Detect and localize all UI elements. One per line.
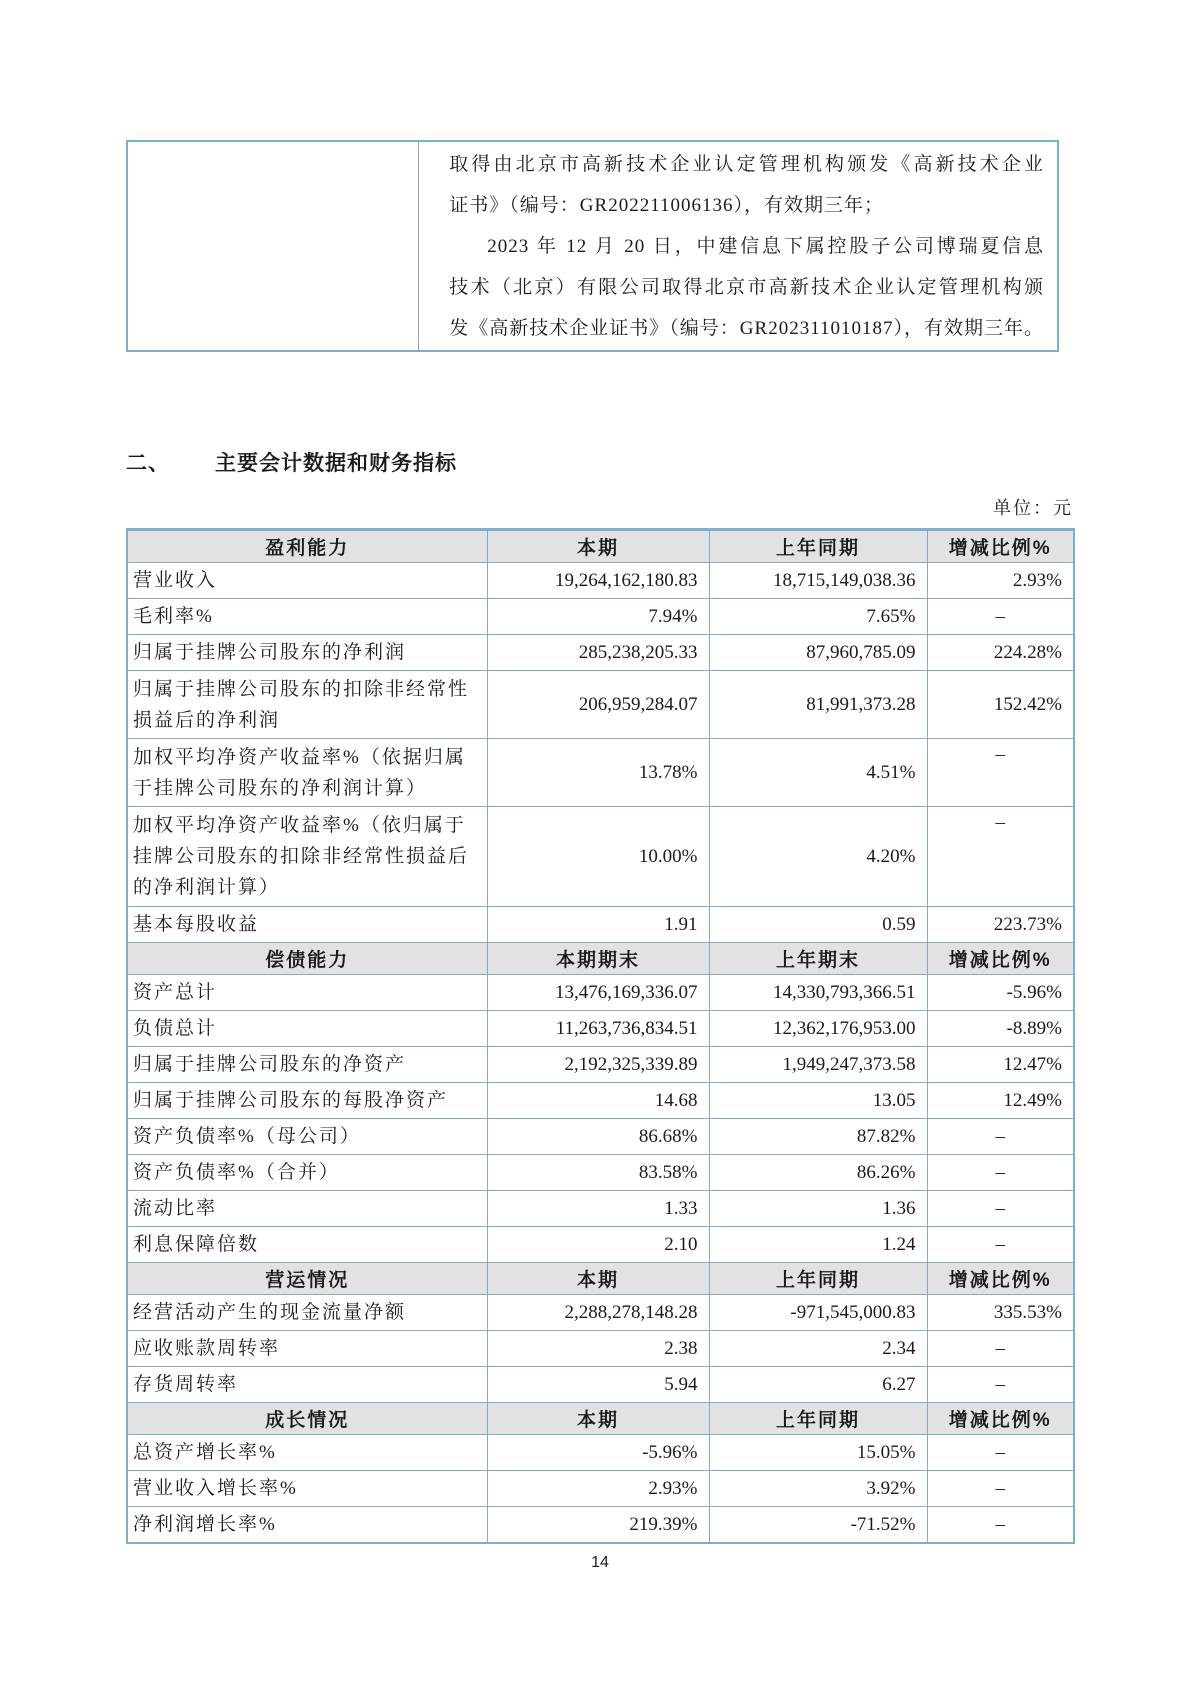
prior-value: 18,715,149,038.36 <box>709 563 927 599</box>
current-value: 10.00% <box>487 807 709 907</box>
change-value: 12.49% <box>927 1083 1074 1119</box>
prior-value: 7.65% <box>709 599 927 635</box>
table-row <box>127 907 1074 943</box>
metric-label: 归属于挂牌公司股东的每股净资产 <box>127 1083 487 1119</box>
section-header-cell: 偿债能力 <box>127 943 487 975</box>
change-value: – <box>927 807 1074 907</box>
prior-value: 14,330,793,366.51 <box>709 975 927 1011</box>
change-value: – <box>927 1119 1074 1155</box>
current-value: 86.68% <box>487 1119 709 1155</box>
metric-label: 归属于挂牌公司股东的净资产 <box>127 1047 487 1083</box>
current-value: 11,263,736,834.51 <box>487 1011 709 1047</box>
current-value: 83.58% <box>487 1155 709 1191</box>
prior-value: 2.34 <box>709 1331 927 1367</box>
current-value: 19,264,162,180.83 <box>487 563 709 599</box>
current-value: 13,476,169,336.07 <box>487 975 709 1011</box>
table-row <box>127 1119 1074 1155</box>
prior-value: 4.20% <box>709 807 927 907</box>
table-row <box>127 1507 1074 1544</box>
section-header-cell: 上年同期 <box>709 1263 927 1295</box>
current-value: 2.38 <box>487 1331 709 1367</box>
table-row <box>127 1471 1074 1507</box>
change-value: 152.42% <box>927 671 1074 739</box>
prior-value: 12,362,176,953.00 <box>709 1011 927 1047</box>
metric-label: 利息保障倍数 <box>127 1227 487 1263</box>
section-header-cell: 增减比例% <box>927 943 1074 975</box>
table-row <box>127 975 1074 1011</box>
metric-label: 总资产增长率% <box>127 1435 487 1471</box>
prior-value: 87,960,785.09 <box>709 635 927 671</box>
table-row <box>127 599 1074 635</box>
section-header-cell: 成长情况 <box>127 1403 487 1435</box>
table-row <box>127 1227 1074 1263</box>
change-value: – <box>927 1367 1074 1403</box>
section-header-cell: 本期 <box>487 1403 709 1435</box>
table-row <box>127 563 1074 599</box>
prior-value: 86.26% <box>709 1155 927 1191</box>
financial-indicators-table <box>126 528 1075 1544</box>
metric-label: 归属于挂牌公司股东的扣除非经常性损益后的净利润 <box>127 671 487 739</box>
current-value: 14.68 <box>487 1083 709 1119</box>
change-value: – <box>927 599 1074 635</box>
table-row <box>127 807 1074 907</box>
prior-value: -71.52% <box>709 1507 927 1544</box>
metric-label: 归属于挂牌公司股东的净利润 <box>127 635 487 671</box>
change-value: -5.96% <box>927 975 1074 1011</box>
metric-label: 资产总计 <box>127 975 487 1011</box>
metric-label: 加权平均净资产收益率%（依据归属于挂牌公司股东的净利润计算） <box>127 739 487 807</box>
current-value: 1.91 <box>487 907 709 943</box>
table-row <box>127 1295 1074 1331</box>
prior-value: 6.27 <box>709 1367 927 1403</box>
current-value: 13.78% <box>487 739 709 807</box>
change-value: 224.28% <box>927 635 1074 671</box>
section-numeral: 二、 <box>126 452 170 475</box>
prior-value: 15.05% <box>709 1435 927 1471</box>
current-value: 206,959,284.07 <box>487 671 709 739</box>
change-value: 335.53% <box>927 1295 1074 1331</box>
change-value: – <box>927 1155 1074 1191</box>
metric-label: 基本每股收益 <box>127 907 487 943</box>
current-value: 2,192,325,339.89 <box>487 1047 709 1083</box>
current-value: 219.39% <box>487 1507 709 1544</box>
section-header-cell: 营运情况 <box>127 1263 487 1295</box>
metric-label: 营业收入 <box>127 563 487 599</box>
change-value: – <box>927 1331 1074 1367</box>
section-header-cell: 盈利能力 <box>127 530 487 563</box>
metric-label: 应收账款周转率 <box>127 1331 487 1367</box>
metric-label: 流动比率 <box>127 1191 487 1227</box>
metric-label: 存货周转率 <box>127 1367 487 1403</box>
change-value: 12.47% <box>927 1047 1074 1083</box>
prior-value: 1.36 <box>709 1191 927 1227</box>
prior-value: 81,991,373.28 <box>709 671 927 739</box>
prior-value: 4.51% <box>709 739 927 807</box>
prior-value: -971,545,000.83 <box>709 1295 927 1331</box>
certificate-text-line: 技术（北京）有限公司取得北京市高新技术企业认定管理机构颁 <box>449 277 1044 298</box>
change-value: 2.93% <box>927 563 1074 599</box>
certificate-table-text-cell <box>419 142 1057 350</box>
change-value: – <box>927 1435 1074 1471</box>
section-header-row <box>127 943 1074 975</box>
change-value: -8.89% <box>927 1011 1074 1047</box>
change-value: – <box>927 739 1074 807</box>
section-title: 主要会计数据和财务指标 <box>215 452 457 475</box>
page-number: 14 <box>591 1554 609 1571</box>
table-row <box>127 1011 1074 1047</box>
metric-label: 毛利率% <box>127 599 487 635</box>
section-header-cell: 上年期末 <box>709 943 927 975</box>
table-row <box>127 1435 1074 1471</box>
metric-label: 资产负债率%（母公司） <box>127 1119 487 1155</box>
table-row <box>127 1083 1074 1119</box>
section-header-row <box>127 1403 1074 1435</box>
metric-label: 加权平均净资产收益率%（依归属于挂牌公司股东的扣除非经常性损益后的净利润计算） <box>127 807 487 907</box>
metric-label: 负债总计 <box>127 1011 487 1047</box>
change-value: – <box>927 1471 1074 1507</box>
section-header-cell: 本期期末 <box>487 943 709 975</box>
change-value: 223.73% <box>927 907 1074 943</box>
change-value: – <box>927 1191 1074 1227</box>
section-header-cell: 增减比例% <box>927 1403 1074 1435</box>
prior-value: 0.59 <box>709 907 927 943</box>
table-row <box>127 1367 1074 1403</box>
current-value: 7.94% <box>487 599 709 635</box>
change-value: – <box>927 1507 1074 1544</box>
section-header-row <box>127 530 1074 563</box>
certificate-text-line: 取得由北京市高新技术企业认定管理机构颁发《高新技术企业 <box>449 154 1044 175</box>
certificate-text-line: 证书》（编号：GR202211006136），有效期三年； <box>449 195 884 216</box>
table-row <box>127 1331 1074 1367</box>
prior-value: 13.05 <box>709 1083 927 1119</box>
table-row <box>127 1155 1074 1191</box>
metric-label: 经营活动产生的现金流量净额 <box>127 1295 487 1331</box>
prior-value: 1,949,247,373.58 <box>709 1047 927 1083</box>
section-header-cell: 上年同期 <box>709 1403 927 1435</box>
section-header-cell: 本期 <box>487 1263 709 1295</box>
current-value: 2.10 <box>487 1227 709 1263</box>
current-value: -5.96% <box>487 1435 709 1471</box>
unit-label: 单位：元 <box>993 498 1073 518</box>
certificate-text-line: 发《高新技术企业证书》（编号：GR202311010187），有效期三年。 <box>449 318 1044 339</box>
prior-value: 1.24 <box>709 1227 927 1263</box>
section-header-cell: 增减比例% <box>927 530 1074 563</box>
certificate-text-line: 2023 年 12 月 20 日，中建信息下属控股子公司博瑞夏信息 <box>487 236 1044 257</box>
certificate-table <box>126 140 1059 352</box>
prior-value: 3.92% <box>709 1471 927 1507</box>
section-header-cell: 增减比例% <box>927 1263 1074 1295</box>
metric-label: 资产负债率%（合并） <box>127 1155 487 1191</box>
section-heading <box>126 447 457 477</box>
table-row <box>127 739 1074 807</box>
current-value: 285,238,205.33 <box>487 635 709 671</box>
table-row <box>127 671 1074 739</box>
current-value: 1.33 <box>487 1191 709 1227</box>
table-row <box>127 1191 1074 1227</box>
change-value: – <box>927 1227 1074 1263</box>
section-header-cell: 本期 <box>487 530 709 563</box>
table-row <box>127 635 1074 671</box>
section-header-cell: 上年同期 <box>709 530 927 563</box>
metric-label: 营业收入增长率% <box>127 1471 487 1507</box>
current-value: 5.94 <box>487 1367 709 1403</box>
prior-value: 87.82% <box>709 1119 927 1155</box>
table-row <box>127 1047 1074 1083</box>
current-value: 2,288,278,148.28 <box>487 1295 709 1331</box>
current-value: 2.93% <box>487 1471 709 1507</box>
section-header-row <box>127 1263 1074 1295</box>
metric-label: 净利润增长率% <box>127 1507 487 1544</box>
certificate-table-left-cell <box>128 142 419 350</box>
